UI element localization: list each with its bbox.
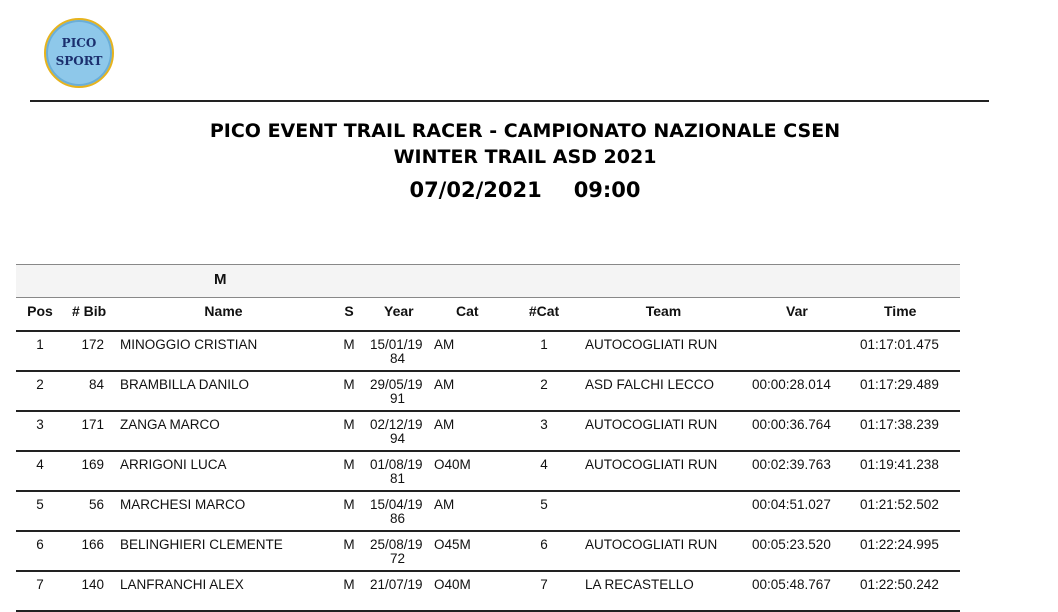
athlete-sex: M <box>343 577 355 592</box>
category-rank: 1 <box>540 337 548 352</box>
header-divider <box>30 100 989 102</box>
athlete-sex: M <box>343 497 355 512</box>
results-rows <box>16 332 960 612</box>
result-pos: 3 <box>36 417 44 432</box>
birth-date-suffix: 86 <box>390 511 406 526</box>
team-name: AUTOCOGLIATI RUN <box>585 417 718 432</box>
category: AM <box>434 377 455 392</box>
finish-time: 01:19:41.238 <box>860 457 939 472</box>
finish-time: 01:17:38.239 <box>860 417 939 432</box>
team-name: AUTOCOGLIATI RUN <box>585 457 718 472</box>
finish-time: 01:17:29.489 <box>860 377 939 392</box>
col-header-time: Time <box>884 303 917 319</box>
athlete-sex: M <box>343 417 355 432</box>
event-title-line1: PICO EVENT TRAIL RACER - CAMPIONATO NAZIONALE CSEN <box>209 120 841 142</box>
gap-to-leader: 00:04:51.027 <box>752 497 831 512</box>
result-bib: 56 <box>88 497 104 512</box>
event-datetime <box>0 178 1050 202</box>
result-bib: 166 <box>81 537 104 552</box>
athlete-name: LANFRANCHI ALEX <box>120 577 244 592</box>
birth-date-suffix: 91 <box>390 391 406 406</box>
gap-to-leader: 00:00:28.014 <box>752 377 831 392</box>
table-row <box>16 332 960 372</box>
result-pos: 6 <box>36 537 44 552</box>
col-header-gap: Var <box>786 303 808 319</box>
logo-text-line1: PICO <box>61 36 97 50</box>
athlete-sex: M <box>343 457 355 472</box>
team-name: AUTOCOGLIATI RUN <box>585 337 718 352</box>
finish-time: 01:22:50.242 <box>860 577 939 592</box>
col-header-team: Team <box>645 303 682 319</box>
gap-to-leader: 00:00:36.764 <box>752 417 831 432</box>
birth-date: 25/08/19 <box>370 537 423 552</box>
table-row <box>16 372 960 412</box>
athlete-name: ZANGA MARCO <box>120 417 220 432</box>
birth-date: 02/12/19 <box>370 417 423 432</box>
table-row <box>16 492 960 532</box>
athlete-name: MARCHESI MARCO <box>120 497 246 512</box>
athlete-sex: M <box>343 337 355 352</box>
athlete-name: BRAMBILLA DANILO <box>120 377 250 392</box>
result-bib: 84 <box>88 377 104 392</box>
column-header-row <box>16 298 960 332</box>
gap-to-leader: 00:02:39.763 <box>752 457 831 472</box>
category: O45M <box>434 537 471 552</box>
result-pos: 7 <box>36 577 44 592</box>
category: AM <box>434 497 455 512</box>
team-name: LA RECASTELLO <box>585 577 694 592</box>
logo-text-line2: SPORT <box>55 54 103 68</box>
athlete-name: MINOGGIO CRISTIAN <box>120 337 258 352</box>
table-row <box>16 452 960 492</box>
birth-date: 01/08/19 <box>370 457 423 472</box>
birth-date-suffix: 81 <box>390 471 406 486</box>
category-rank: 7 <box>540 577 548 592</box>
table-row <box>16 532 960 572</box>
event-time: 09:00 <box>573 178 641 202</box>
col-header-cat-rank: #Cat <box>528 303 560 319</box>
athlete-sex: M <box>343 377 355 392</box>
col-header-year: Year <box>384 303 414 319</box>
birth-date-suffix: 94 <box>390 431 406 446</box>
result-bib: 140 <box>81 577 104 592</box>
gender-label: M <box>214 271 227 288</box>
birth-date: 21/07/19 <box>370 577 423 592</box>
col-header-bib: # Bib <box>72 303 107 319</box>
category: O40M <box>434 577 471 592</box>
category-rank: 4 <box>540 457 548 472</box>
birth-date: 15/04/19 <box>370 497 423 512</box>
gap-to-leader: 00:05:23.520 <box>752 537 831 552</box>
gender-group-header <box>16 264 960 298</box>
gap-to-leader: 00:05:48.767 <box>752 577 831 592</box>
result-pos: 5 <box>36 497 44 512</box>
team-name: AUTOCOGLIATI RUN <box>585 537 718 552</box>
results-table <box>16 264 960 612</box>
category-rank: 6 <box>540 537 548 552</box>
birth-date: 15/01/19 <box>370 337 423 352</box>
birth-date-suffix: 84 <box>390 351 406 366</box>
category-rank: 5 <box>540 497 548 512</box>
result-bib: 169 <box>81 457 104 472</box>
birth-date: 29/05/19 <box>370 377 423 392</box>
result-bib: 172 <box>81 337 104 352</box>
athlete-sex: M <box>343 537 355 552</box>
finish-time: 01:17:01.475 <box>860 337 939 352</box>
finish-time: 01:22:24.995 <box>860 537 939 552</box>
category: AM <box>434 417 455 432</box>
col-header-cat: Cat <box>456 303 479 319</box>
team-name: ASD FALCHI LECCO <box>585 377 715 392</box>
category-rank: 2 <box>540 377 548 392</box>
col-header-name: Name <box>204 303 243 319</box>
result-pos: 4 <box>36 457 44 472</box>
event-title-line2: WINTER TRAIL ASD 2021 <box>393 146 657 168</box>
athlete-name: BELINGHIERI CLEMENTE <box>120 537 283 552</box>
result-bib: 171 <box>81 417 104 432</box>
table-row <box>16 412 960 452</box>
athlete-name: ARRIGONI LUCA <box>120 457 227 472</box>
category: O40M <box>434 457 471 472</box>
result-pos: 1 <box>36 337 44 352</box>
table-row <box>16 572 960 612</box>
category: AM <box>434 337 455 352</box>
result-pos: 2 <box>36 377 44 392</box>
col-header-sex: S <box>344 303 354 319</box>
category-rank: 3 <box>540 417 548 432</box>
pico-sport-logo <box>44 18 114 88</box>
event-date: 07/02/2021 <box>409 178 542 202</box>
birth-date-suffix: 72 <box>390 551 406 566</box>
finish-time: 01:21:52.502 <box>860 497 939 512</box>
col-header-pos: Pos <box>27 303 53 319</box>
